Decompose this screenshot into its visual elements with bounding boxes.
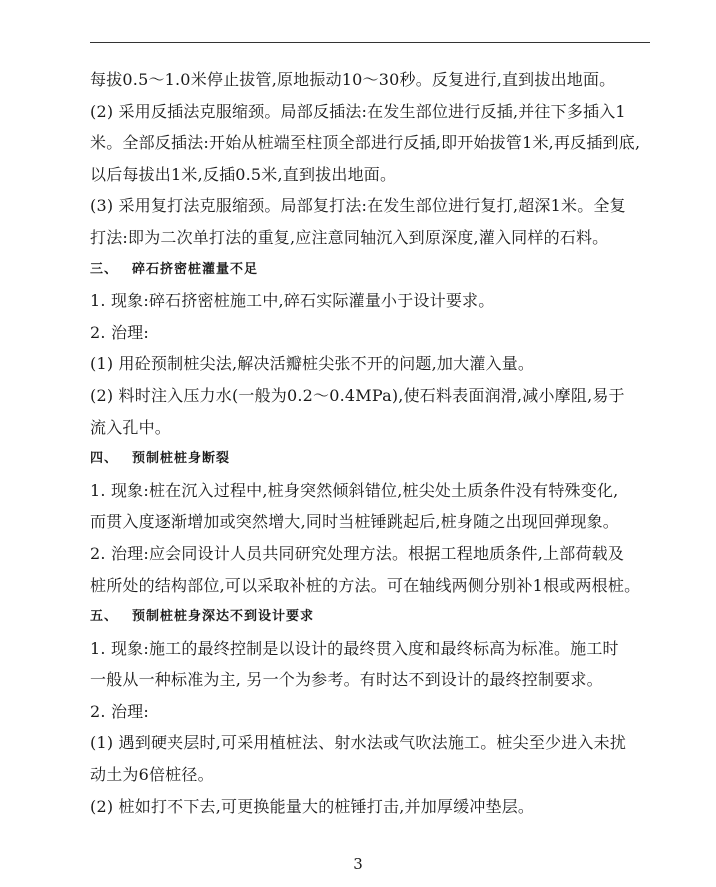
text-line: 打法:即为二次单打法的重复,应注意同轴沉入到原深度,灌入同样的石料。	[90, 227, 609, 247]
text-line: (3) 采用复打法克服缩颈。局部复打法:在发生部位进行复打,超深1米。全复	[90, 196, 626, 216]
header-rule	[90, 42, 650, 43]
text-line: (2) 料时注入压力水(一般为0.2～0.4MPa),使石料表面润滑,减小摩阻,易于	[90, 385, 625, 405]
text-line: 一般从一种标准为主, 另一个为参考。有时达不到设计的最终控制要求。	[90, 670, 603, 690]
text-line: 以后每拔出1米,反插0.5米,直到拔出地面。	[90, 164, 397, 184]
text-line: 流入孔中。	[90, 417, 172, 437]
text-line: 2. 治理:	[90, 701, 149, 721]
section-heading	[90, 601, 655, 633]
text-line: (2) 桩如打不下去,可更换能量大的桩锤打击,并加厚缓冲垫层。	[90, 796, 535, 816]
section-number: 三、	[90, 261, 119, 277]
section-heading	[90, 443, 655, 475]
text-line: (2) 采用反插法克服缩颈。局部反插法:在发生部位进行反插,并往下多插入1	[90, 101, 626, 121]
text-line: 动土为6倍桩径。	[90, 765, 214, 785]
text-line: 而贯入度逐渐增加或突然增大,同时当桩锤跳起后,桩身随之出现回弹现象。	[90, 512, 619, 532]
text-line: 米。全部反插法:开始从桩端至柱顶全部进行反插,即开始拔管1米,再反插到底,	[90, 133, 641, 153]
text-line: 2. 治理:应会同设计人员共同研究处理方法。根据工程地质条件,上部荷载及	[90, 543, 625, 563]
text-line: (1) 用砼预制桩尖法,解决活瓣桩尖张不开的问题,加大灌入量。	[90, 354, 535, 374]
section-heading	[90, 254, 655, 286]
text-line: 1. 现象:桩在沉入过程中,桩身突然倾斜错位,桩尖处土质条件没有特殊变化,	[90, 480, 619, 500]
section-number: 五、	[90, 609, 119, 625]
page-content	[90, 64, 655, 822]
section-number: 四、	[90, 451, 119, 467]
section-title: 预制桩桩身深达不到设计要求	[132, 609, 315, 625]
text-line: 1. 现象:碎石挤密桩施工中,碎石实际灌量小于设计要求。	[90, 291, 495, 311]
section-title: 碎石挤密桩灌量不足	[132, 261, 259, 277]
text-line: 每拔0.5～1.0米停止拔管,原地振动10～30秒。反复进行,直到拔出地面。	[90, 70, 616, 89]
section-title: 预制桩桩身断裂	[132, 451, 231, 467]
page-number: 3	[353, 855, 363, 873]
text-line: 桩所处的结构部位,可以采取补桩的方法。可在轴线两侧分别补1根或两根桩。	[90, 575, 641, 595]
text-line: 2. 治理:	[90, 322, 149, 342]
text-line: (1) 遇到硬夹层时,可采用植桩法、射水法或气吹法施工。桩尖至少进入未扰	[90, 733, 627, 753]
text-line: 1. 现象:施工的最终控制是以设计的最终贯入度和最终标高为标准。施工时	[90, 638, 619, 658]
